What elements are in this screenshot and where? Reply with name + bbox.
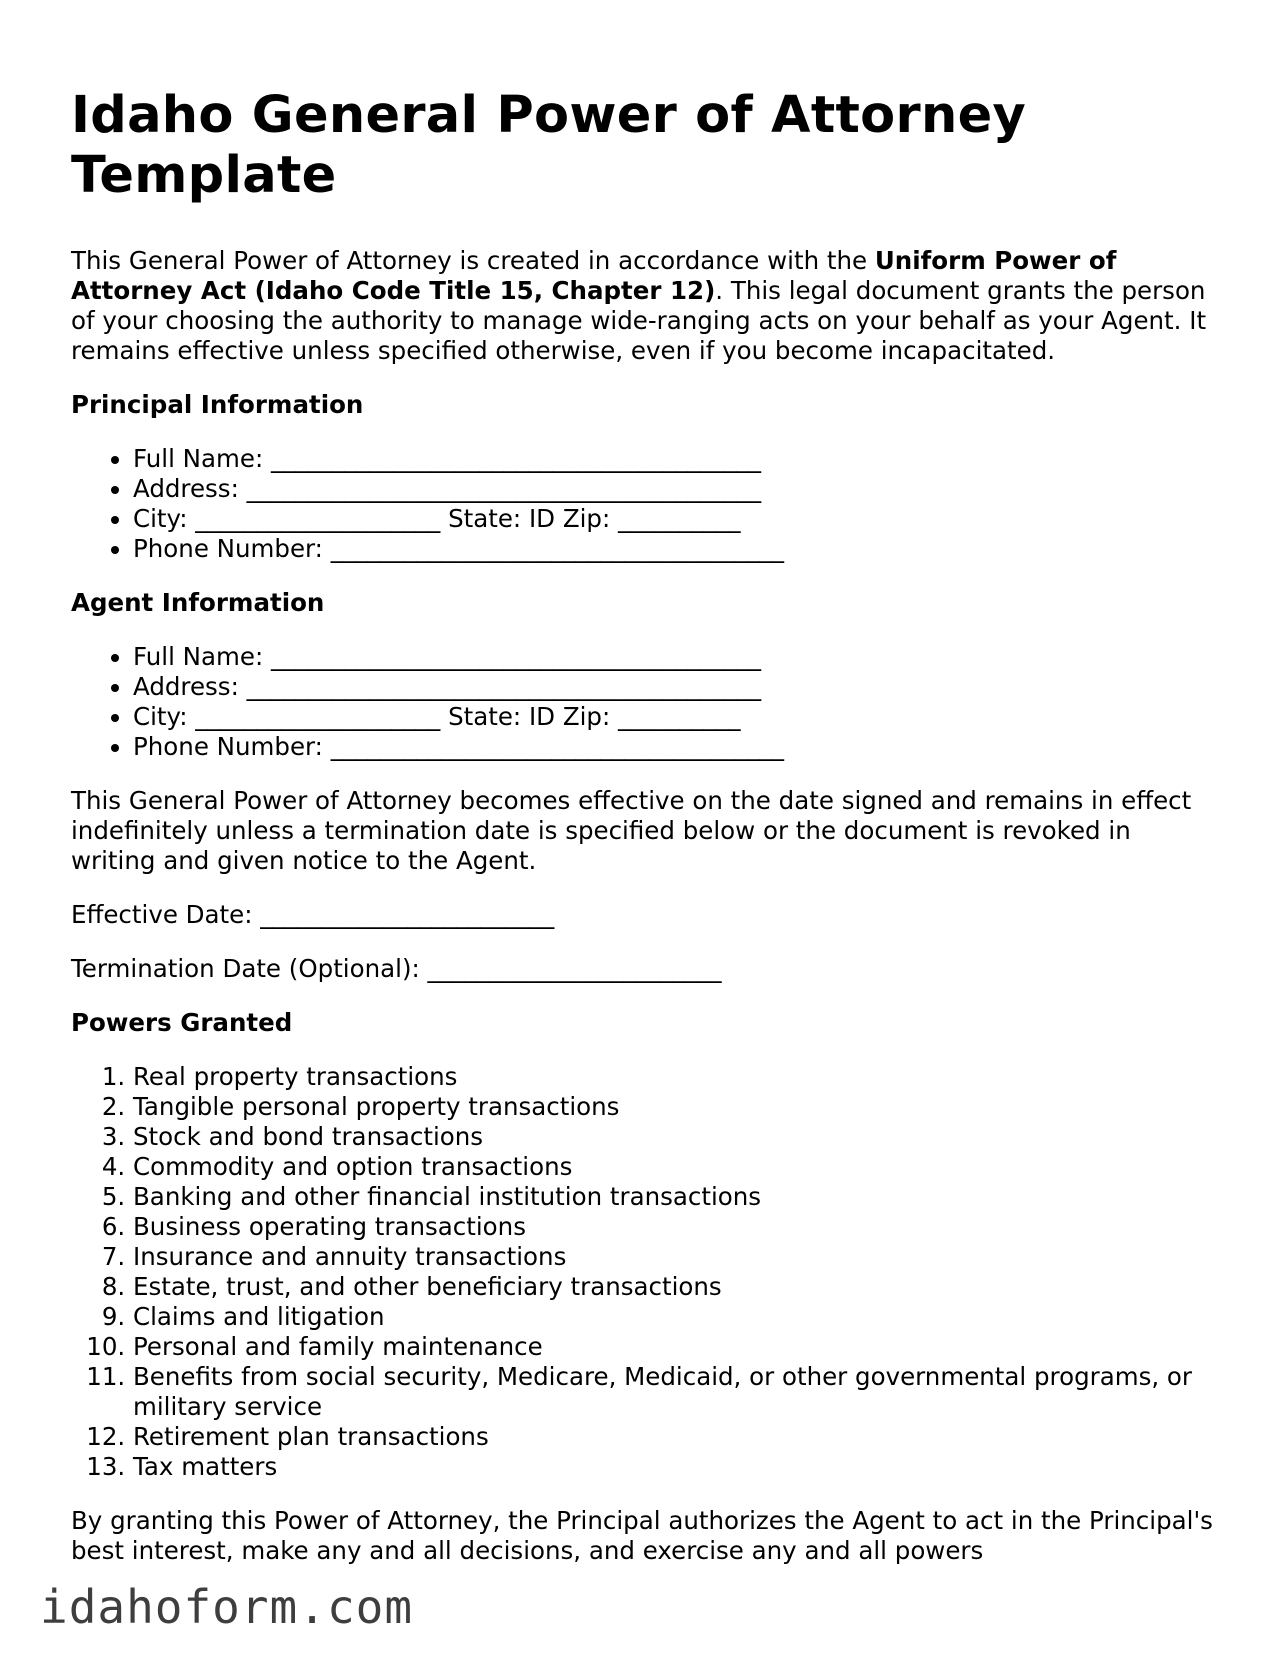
document-page bbox=[71, 86, 1221, 1566]
powers-list bbox=[71, 1062, 1221, 1482]
power-item: 7. Insurance and annuity transactions bbox=[133, 1242, 1221, 1272]
power-item: 10. Personal and family maintenance bbox=[133, 1332, 1221, 1362]
effective-date-field: Effective Date: ________________________ bbox=[71, 900, 555, 929]
power-item: 12. Retirement plan transactions bbox=[133, 1422, 1221, 1452]
principal-heading: Principal Information bbox=[71, 390, 364, 419]
power-item: 13. Tax matters bbox=[133, 1452, 1221, 1482]
agent-heading: Agent Information bbox=[71, 588, 325, 617]
principal-phone-field: • Phone Number: _____________________________________ bbox=[133, 534, 1221, 564]
power-item: 4. Commodity and option transactions bbox=[133, 1152, 1221, 1182]
document-title: Idaho General Power of Attorney Template bbox=[71, 86, 1027, 205]
power-item: 1. Real property transactions bbox=[133, 1062, 1221, 1092]
principal-full-name-field: • Full Name: ________________________________________ bbox=[133, 444, 1221, 474]
intro-paragraph bbox=[71, 246, 1221, 366]
power-item: 5. Banking and other financial institution transactions bbox=[133, 1182, 1221, 1212]
intro-text-before: This General Power of Attorney is created in accordance with the bbox=[71, 246, 875, 275]
termination-date-field: Termination Date (Optional): ________________________ bbox=[71, 954, 722, 983]
power-item: 9. Claims and litigation bbox=[133, 1302, 1221, 1332]
power-item: 3. Stock and bond transactions bbox=[133, 1122, 1221, 1152]
agent-city-state-zip-field: • City: ____________________ State: ID Zip: __________ bbox=[133, 702, 1221, 732]
power-item: 2. Tangible personal property transactions bbox=[133, 1092, 1221, 1122]
principal-city-state-zip-field: • City: ____________________ State: ID Zip: __________ bbox=[133, 504, 1221, 534]
effective-paragraph: This General Power of Attorney becomes effective on the date signed and remains in effect indefinitely unless a termination date is specified below or the document is revoked in writing and given notice to the Agent. bbox=[71, 786, 1192, 875]
power-item: 6. Business operating transactions bbox=[133, 1212, 1221, 1242]
intro-text-after: . This legal document grants the person of your choosing the authority to manage wide-ranging acts on your behalf as your Agent. It remains effective unless specified otherwise, even if you become incapacitated. bbox=[71, 276, 1207, 365]
agent-full-name-field: • Full Name: ________________________________________ bbox=[133, 642, 1221, 672]
powers-heading: Powers Granted bbox=[71, 1008, 293, 1037]
closing-paragraph: By granting this Power of Attorney, the Principal authorizes the Agent to act in the Principal's best interest, make any and all decisions, and exercise any and all powers bbox=[71, 1506, 1213, 1565]
agent-address-field: • Address: __________________________________________ bbox=[133, 672, 1221, 702]
power-item: 8. Estate, trust, and other beneficiary transactions bbox=[133, 1272, 1221, 1302]
site-watermark: idahoform.com bbox=[40, 1580, 414, 1634]
intro-act-name: Uniform Power of Attorney Act (Idaho Code Title 15, Chapter 12) bbox=[71, 246, 1117, 305]
agent-phone-field: • Phone Number: _____________________________________ bbox=[133, 732, 1221, 762]
principal-address-field: • Address: __________________________________________ bbox=[133, 474, 1221, 504]
power-item: 11. Benefits from social security, Medicare, Medicaid, or other governmental programs, or military service bbox=[133, 1362, 1221, 1422]
principal-fields-list bbox=[71, 444, 1221, 564]
agent-fields-list bbox=[71, 642, 1221, 762]
